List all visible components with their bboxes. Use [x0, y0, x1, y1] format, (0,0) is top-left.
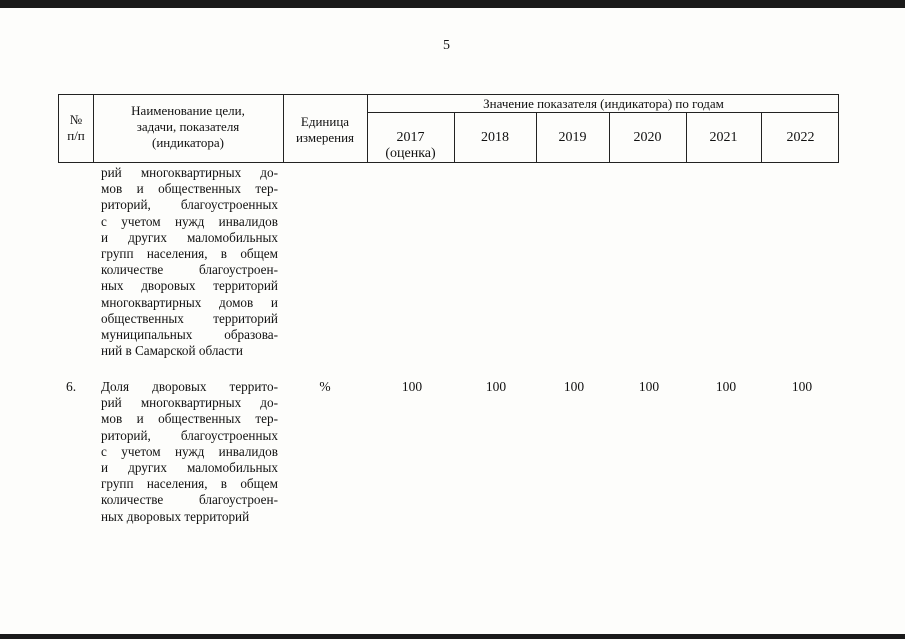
row-6-value-2019: 100	[563, 379, 585, 394]
scan-top-border	[0, 0, 905, 8]
row-6-value-2018: 100	[485, 379, 507, 394]
continued-row-description: рий многоквартирных до- мов и общественных тер- риторий, благоустроенных с учетом нужд инвалидов и других маломобильных групп населения, в общем количестве благоустроен- ных дворовых территорий многоквартирных домов и общественных территорий муниципальных образова- ний в Самарской области	[101, 165, 278, 359]
header-year-2022: 2022	[786, 130, 815, 145]
header-number: № п/п	[67, 112, 85, 143]
header-year-2021: 2021	[709, 130, 738, 145]
header-year-2018: 2018	[481, 130, 509, 145]
header-group-title: Значение показателя (индикатора) по годам	[483, 96, 724, 111]
header-unit: Единица измерения	[295, 114, 355, 145]
page-number: 5	[443, 38, 450, 53]
scan-bottom-border	[0, 634, 905, 639]
header-year-2020: 2020	[633, 130, 662, 145]
row-6-unit: %	[319, 379, 331, 394]
row-6-value-2017: 100	[401, 379, 423, 394]
row-6-number: 6.	[66, 379, 77, 394]
row-6-description: Доля дворовых террито- рий многоквартирных до- мов и общественных тер- риторий, благоустроенных с учетом нужд инвалидов и других маломобильных групп населения, в общем количестве благоустроен- ных дворовых территорий	[101, 379, 278, 524]
table-header	[58, 94, 839, 163]
header-year-2019: 2019	[558, 130, 587, 145]
row-6-value-2021: 100	[715, 379, 737, 394]
header-name: Наименование цели, задачи, показателя (индикатора)	[131, 103, 245, 150]
row-6-value-2022: 100	[791, 379, 813, 394]
row-6-value-2020: 100	[638, 379, 660, 394]
header-year-2017: 2017 (оценка)	[385, 130, 436, 161]
